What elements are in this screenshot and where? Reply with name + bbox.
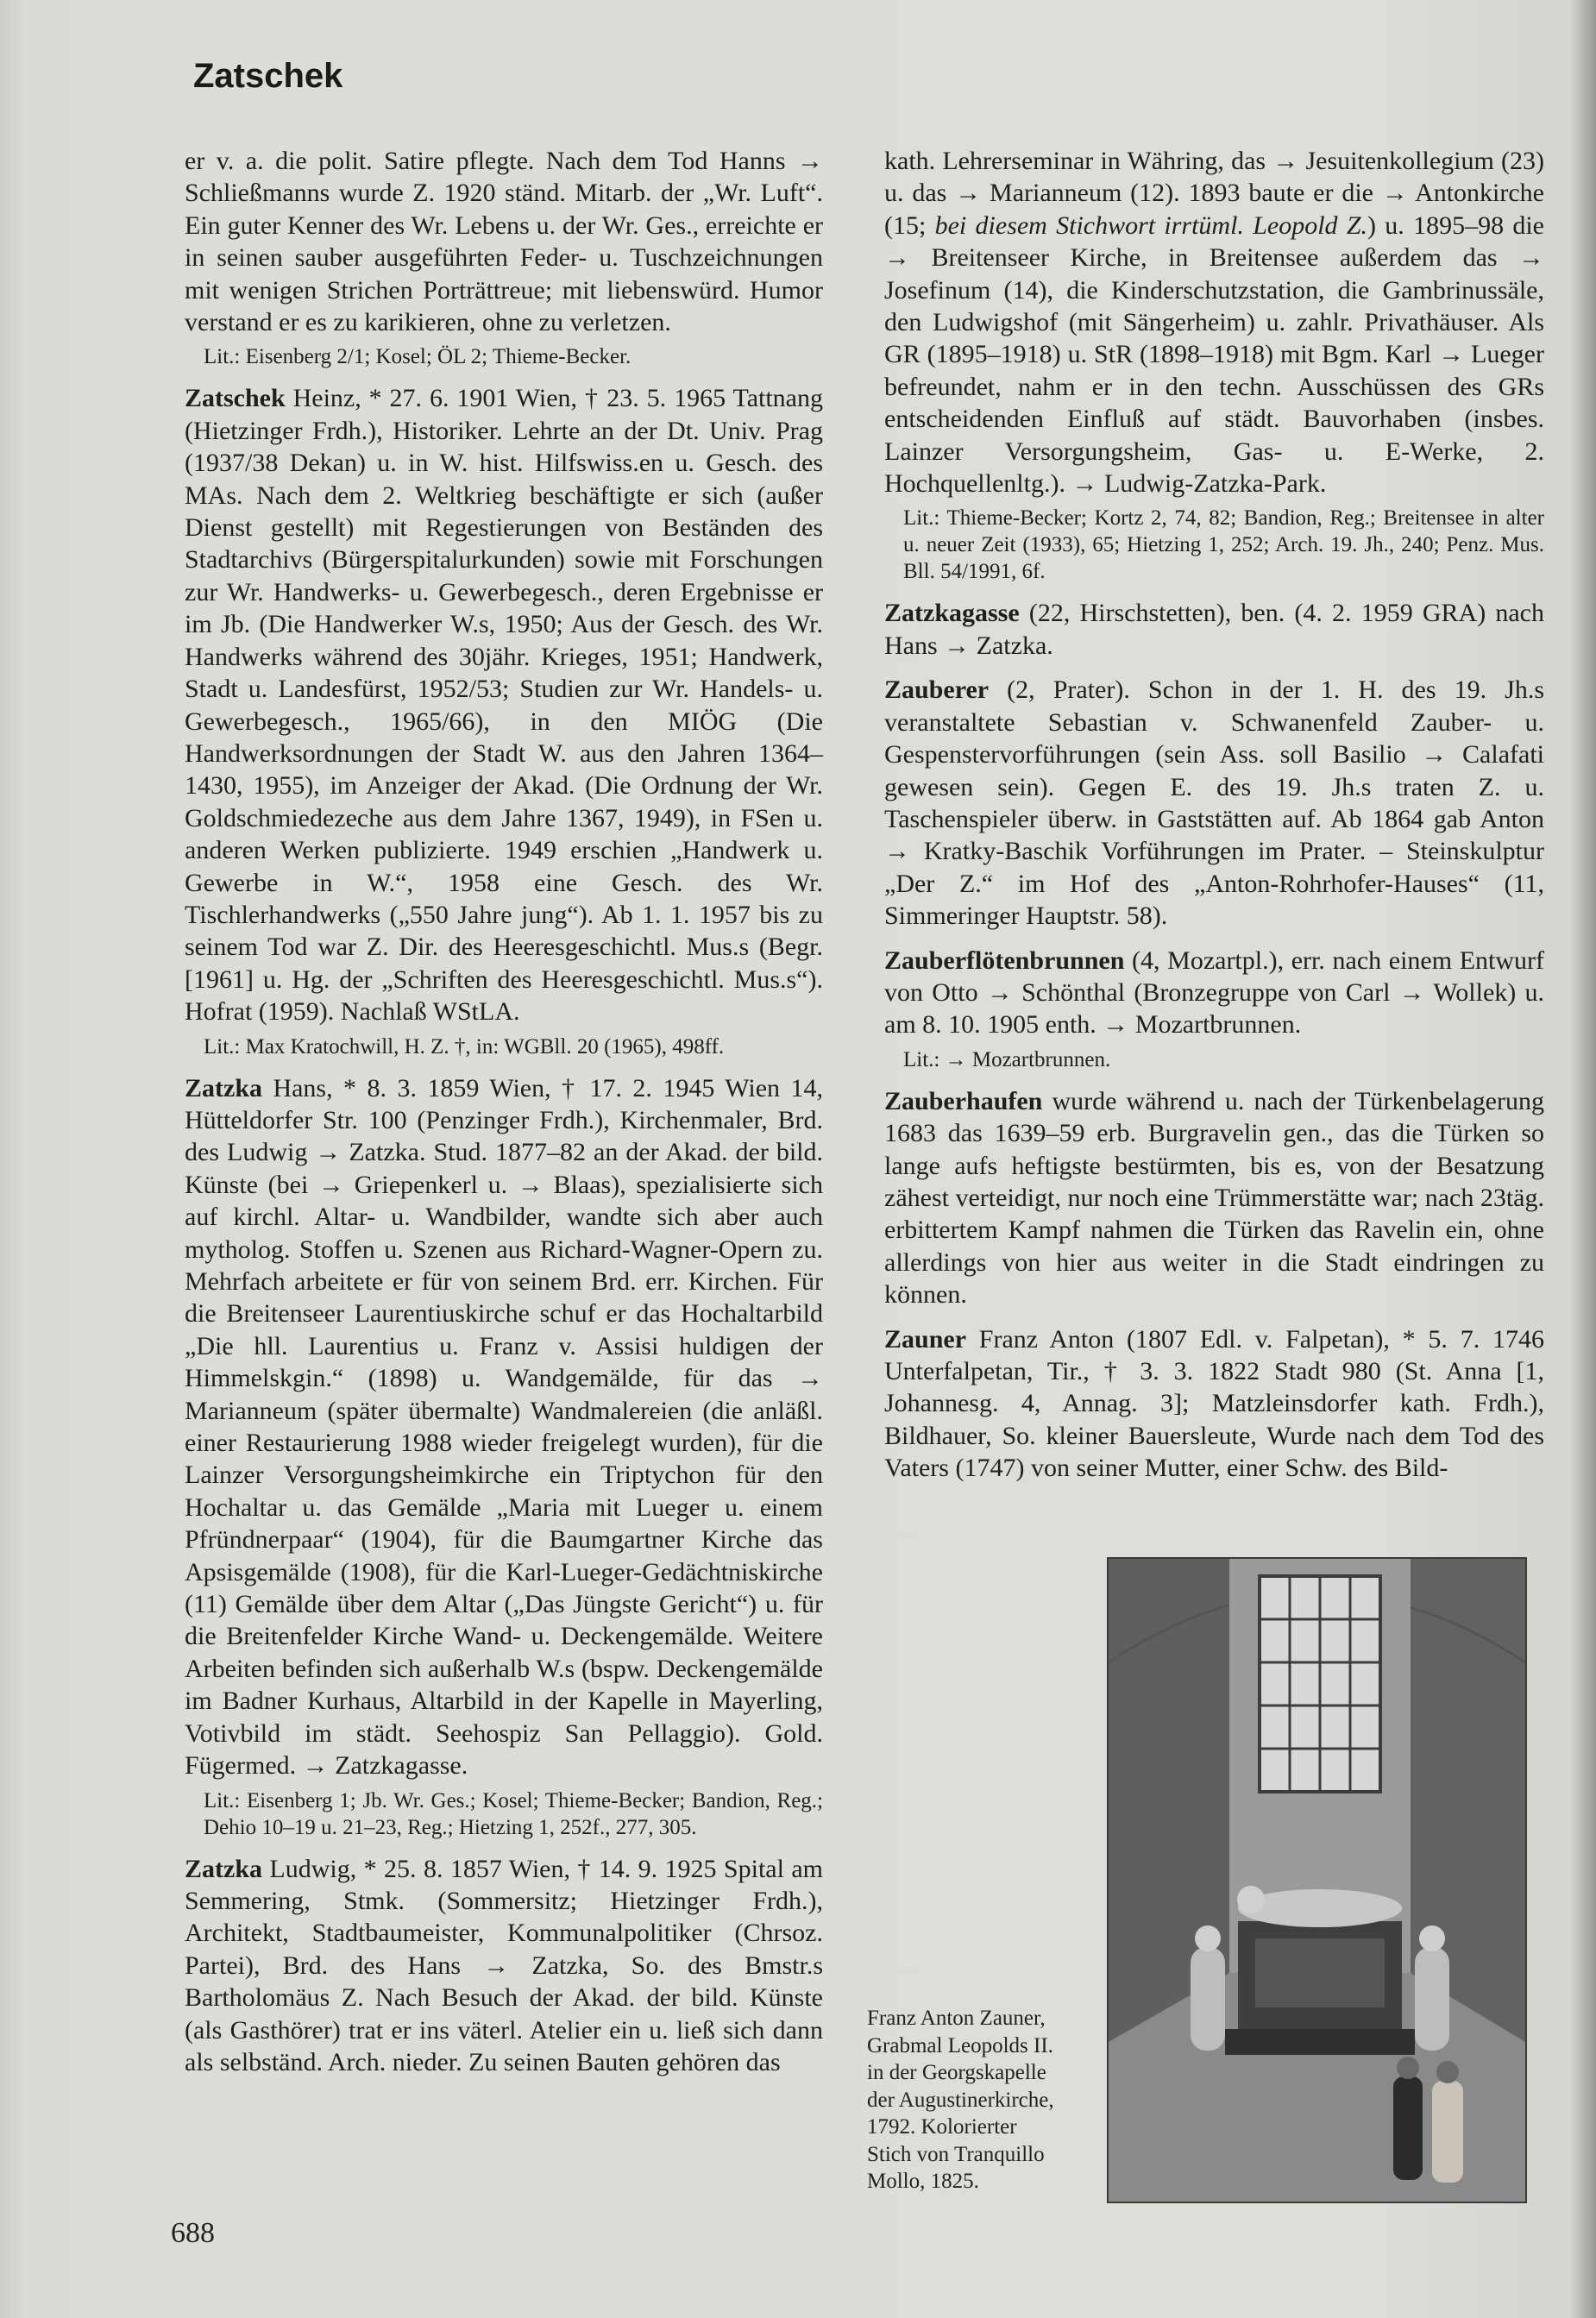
entry-zatzkagasse: [884, 597, 1544, 662]
italic-note: bei diesem Stichwort irrtüml. Leopold Z.: [934, 210, 1368, 240]
entry-text: Hans, * 8. 3. 1859 Wien, † 17. 2. 1945 Wien 14, Hütteldorfer Str. 100 (Penzinger Frdh.), Kirchenmaler, Brd. des Ludwig → Zatzka. Stud. 1877–82 an der Akad. der bild. Künste (bei → Griepenkerl u. → Blaas), spezialisierte sich auf kirchl. Altar- u. Wandbilder, wandte sich aber auch mytholog. Stoffen u. Szenen aus Richard-Wagner-Opern zu. Mehrfach arbeitete er für von seinem Brd. err. Kirchen. Für die Breitenseer Laurentiuskirche schuf er das Hochaltarbild „Die hll. Laurentius u. Franz v. Assisi huldigen der Himmelskgin.“ (1898) u. Wandgemälde, für das → Marianneum (später übermalte) Wandmalereien (die anläßl. einer Restaurierung 1988 wieder freigelegt wurden), für die Lainzer Versorgungsheimkirche ein Triptychon für den Hochaltar u. das Gemälde „Maria mit Lueger u. einem Pfründnerpaar“ (1904), für die Baumgartner Kirche das Apsisgemälde (1908), für die Karl-Lueger-Gedächtniskirche (11) Gemälde über dem Altar („Das Jüngste Gericht“) u. für die Breitenfelder Kirche Wand- u. Deckengemälde. Weitere Arbeiten befinden sich außerhalb W.s (bspw. Deckengemälde im Badner Kurhaus, Altarbild in der Kapelle in Mayerling, Votivbild im städt. Seehospiz San Pellaggio). Gold. Fügermed. → Zatzkagasse.: [185, 1073, 823, 1781]
entry-zauberer: [884, 674, 1544, 932]
caption-line: Grabmal Leopolds II.: [867, 2033, 1053, 2057]
entry-zauner: [884, 1323, 1544, 1485]
left-column: [185, 145, 823, 2083]
literature-reference: Lit.: Max Kratochwill, H. Z. †, in: WGBll. 20 (1965), 498ff.: [204, 1034, 725, 1058]
paragraph-continuation: [185, 145, 823, 338]
right-column: [884, 145, 1544, 1490]
literature-reference: Lit.: → Mozartbrunnen.: [903, 1047, 1111, 1071]
text: ) u. 1895–98 die → Breitenseer Kirche, in Breitensee außerdem das → Josefinum (14), die Kinderschutzstation, die Gambrinussäle, den Ludwigshof (mit Sängerheim) u. zahlr. Privathäuser. Als GR (1895–1918) u. StR (1898–1918) mit Bgm. Karl → Lueger befreundet, nahm er in den techn. Ausschüssen des GRs entscheidenden Einfluß auf städt. Bauvorhaben (insbes. Lainzer Versorgungsheim, Gas- u. E-Werke, 2. Hochquellenltg.). → Ludwig-Zatzka-Park.: [884, 210, 1544, 499]
headword: Zatzka: [185, 1854, 262, 1883]
caption-line: der Augustinerkirche,: [867, 2088, 1054, 2112]
running-head: Zatschek: [193, 57, 343, 95]
entry-text: (4, Mozartpl.), err. nach einem Entwurf von Otto → Schönthal (Bronzegruppe von Carl → Wollek) u. am 8. 10. 1905 enth. → Mozartbrunnen.: [884, 945, 1544, 1040]
entry-zatschek-heinz: [185, 382, 823, 1027]
paragraph-continuation: [884, 145, 1544, 499]
text: er v. a. die polit. Satire pflegte. Nach dem Tod Hanns → Schließmanns wurde Z. 1920 ständ. Mitarb. der „Wr. Luft“. Ein guter Kenner des Wr. Lebens u. der Wr. Ges., erreichte er in seinen sauber ausgeführten Feder- u. Tuschzeichnungen mit wenigen Strichen Porträttreue; mit liebenswürd. Humor verstand er es zu karikieren, ohne zu verletzen.: [185, 147, 823, 337]
entry-zatzka-ludwig: [185, 1853, 823, 2079]
entry-text: Ludwig, * 25. 8. 1857 Wien, † 14. 9. 1925 Spital am Semmering, Stmk. (Sommersitz; Hietzinger Frdh.), Architekt, Stadtbaumeister, Kommunalpolitiker (Chrsoz. Partei), Brd. des Hans → Zatzka, So. des Bmstr.s Bartholomäus Z. Nach Besuch der Akad. der bild. Künste (als Gasthörer) trat er ins väterl. Atelier ein u. ließ sich dann als selbständ. Arch. nieder. Zu seinen Bauten gehören das: [185, 1854, 823, 2076]
headword: Zauner: [884, 1324, 967, 1354]
caption-line: 1792. Kolorierter: [867, 2115, 1017, 2139]
text: kath. Lehrerseminar in Währing, das → Jesuitenkollegium (23) u. das → Marianneum (12). 1893 baute er die → Antonkirche (15;: [884, 147, 1544, 240]
engraving-illustration: [1107, 1557, 1527, 2203]
headword: Zatzkagasse: [884, 599, 1020, 628]
literature-reference: Lit.: Eisenberg 1; Jb. Wr. Ges.; Kosel; Thieme-Becker; Bandion, Reg.; Dehio 10–19 u. 21–23, Reg.; Hietzing 1, 252f., 277, 305.: [204, 1788, 823, 1839]
tomb-engraving-image: [1109, 1559, 1525, 2202]
literature-reference: Lit.: Thieme-Becker; Kortz 2, 74, 82; Bandion, Reg.; Breitensee in alter u. neuer Zeit (1933), 65; Hietzing 1, 252; Arch. 19. Jh., 240; Penz. Mus. Bll. 54/1991, 6f.: [903, 506, 1544, 584]
caption-line: Stich von Tranquillo: [867, 2142, 1045, 2166]
headword: Zauberer: [884, 675, 990, 705]
headword: Zauberhaufen: [884, 1086, 1043, 1115]
entry-text: (2, Prater). Schon in der 1. H. des 19. Jh.s veranstaltete Sebastian v. Schwanenfeld Zauber- u. Gespenstervorführungen (sein Ass. soll Basilio → Calafati gewesen sein). Gegen E. des 19. Jh.s traten Z. u. Taschenspieler überw. in Gaststätten auf. Ab 1864 gab Anton → Kratky-Baschik Vorführungen im Prater. – Steinskulptur „Der Z.“ im Hof des „Anton-Rohrhofer-Hauses“ (11, Simmeringer Hauptstr. 58).: [884, 675, 1544, 931]
caption-line: in der Georgskapelle: [867, 2061, 1046, 2084]
headword: Zatschek: [185, 384, 286, 413]
headword: Zauberflötenbrunnen: [884, 945, 1125, 975]
entry-zatzka-hans: [185, 1072, 823, 1782]
caption-line: Franz Anton Zauner,: [867, 2007, 1046, 2030]
entry-text: wurde während u. nach der Türkenbelagerung 1683 das 1639–59 erb. Burgravelin gen., das die Türken so lange aufs heftigste bestürmten, bis es, von der Besatzung zähest verteidigt, nur noch eine Trümmerstätte war; nach 23täg. erbittertem Kampf nahmen die Türken das Ravelin ein, ohne allerdings von hier aus weiter in die Stadt eindringen zu können.: [884, 1086, 1544, 1310]
entry-text: (22, Hirschstetten), ben. (4. 2. 1959 GRA) nach Hans → Zatzka.: [884, 599, 1544, 660]
literature-reference: Lit.: Eisenberg 2/1; Kosel; ÖL 2; Thieme-Becker.: [204, 345, 631, 369]
page-number: 688: [171, 2217, 215, 2249]
caption-line: Mollo, 1825.: [867, 2170, 979, 2193]
headword: Zatzka: [185, 1073, 262, 1102]
entry-zauberhaufen: [884, 1085, 1544, 1311]
entry-zauberfloetenbrunnen: [884, 945, 1544, 1041]
entry-text: Heinz, * 27. 6. 1901 Wien, † 23. 5. 1965 Tattnang (Hietzinger Frdh.), Historiker. Lehrte an der Dt. Univ. Prag (1937/38 Dekan) u. in W. hist. Hilfswiss.en u. Gesch. des MAs. Nach dem 2. Weltkrieg beschäftigte er sich (außer Dienst gestellt) mit Regestierungen von Beständen des Stadtarchivs (Bürgerspitalurkunden) sowie mit Forschungen zur Wr. Handwerks- u. Gewerbegesch., deren Ergebnisse er im Jb. (Die Handwerker W.s, 1950; Aus der Gesch. des Wr. Handwerks während des 30jähr. Krieges, 1951; Handwerk, Stadt u. Landesfürst, 1952/53; Studien zur Wr. Handels- u. Gewerbegesch., 1965/66), in den MIÖG (Die Handwerksordnungen der Stadt W. aus den Jahren 1364–1430, 1955), im Anzeiger der Akad. (Die Ordnung der Wr. Goldschmiedezeche aus dem Jahre 1367, 1949), in FSen u. anderen Werken publizierte. 1949 erschien „Handwerk u. Gewerbe in W.“, 1958 eine Gesch. des Wr. Tischlerhandwerks („550 Jahre jung“). Ab 1. 1. 1957 bis zu seinem Tod war Z. Dir. des Heeresgeschichtl. Mus.s (Begr. [1961] u. Hg. der „Schriften des Heeresgeschichtl. Mus.s“). Hofrat (1959). Nachlaß WStLA.: [185, 384, 823, 1027]
entry-text: Franz Anton (1807 Edl. v. Falpetan), * 5. 7. 1746 Unterfalpetan, Tir., † 3. 3. 1822 Stadt 980 (St. Anna [1, Johannesg. 4, Annag. 3]; Matzleinsdorfer kath. Frdh.), Bildhauer, So. kleiner Bauersleute, Wurde nach dem Tod des Vaters (1747) von seiner Mutter, einer Schw. des Bild-: [884, 1324, 1544, 1483]
figure-caption: [867, 2005, 1100, 2196]
